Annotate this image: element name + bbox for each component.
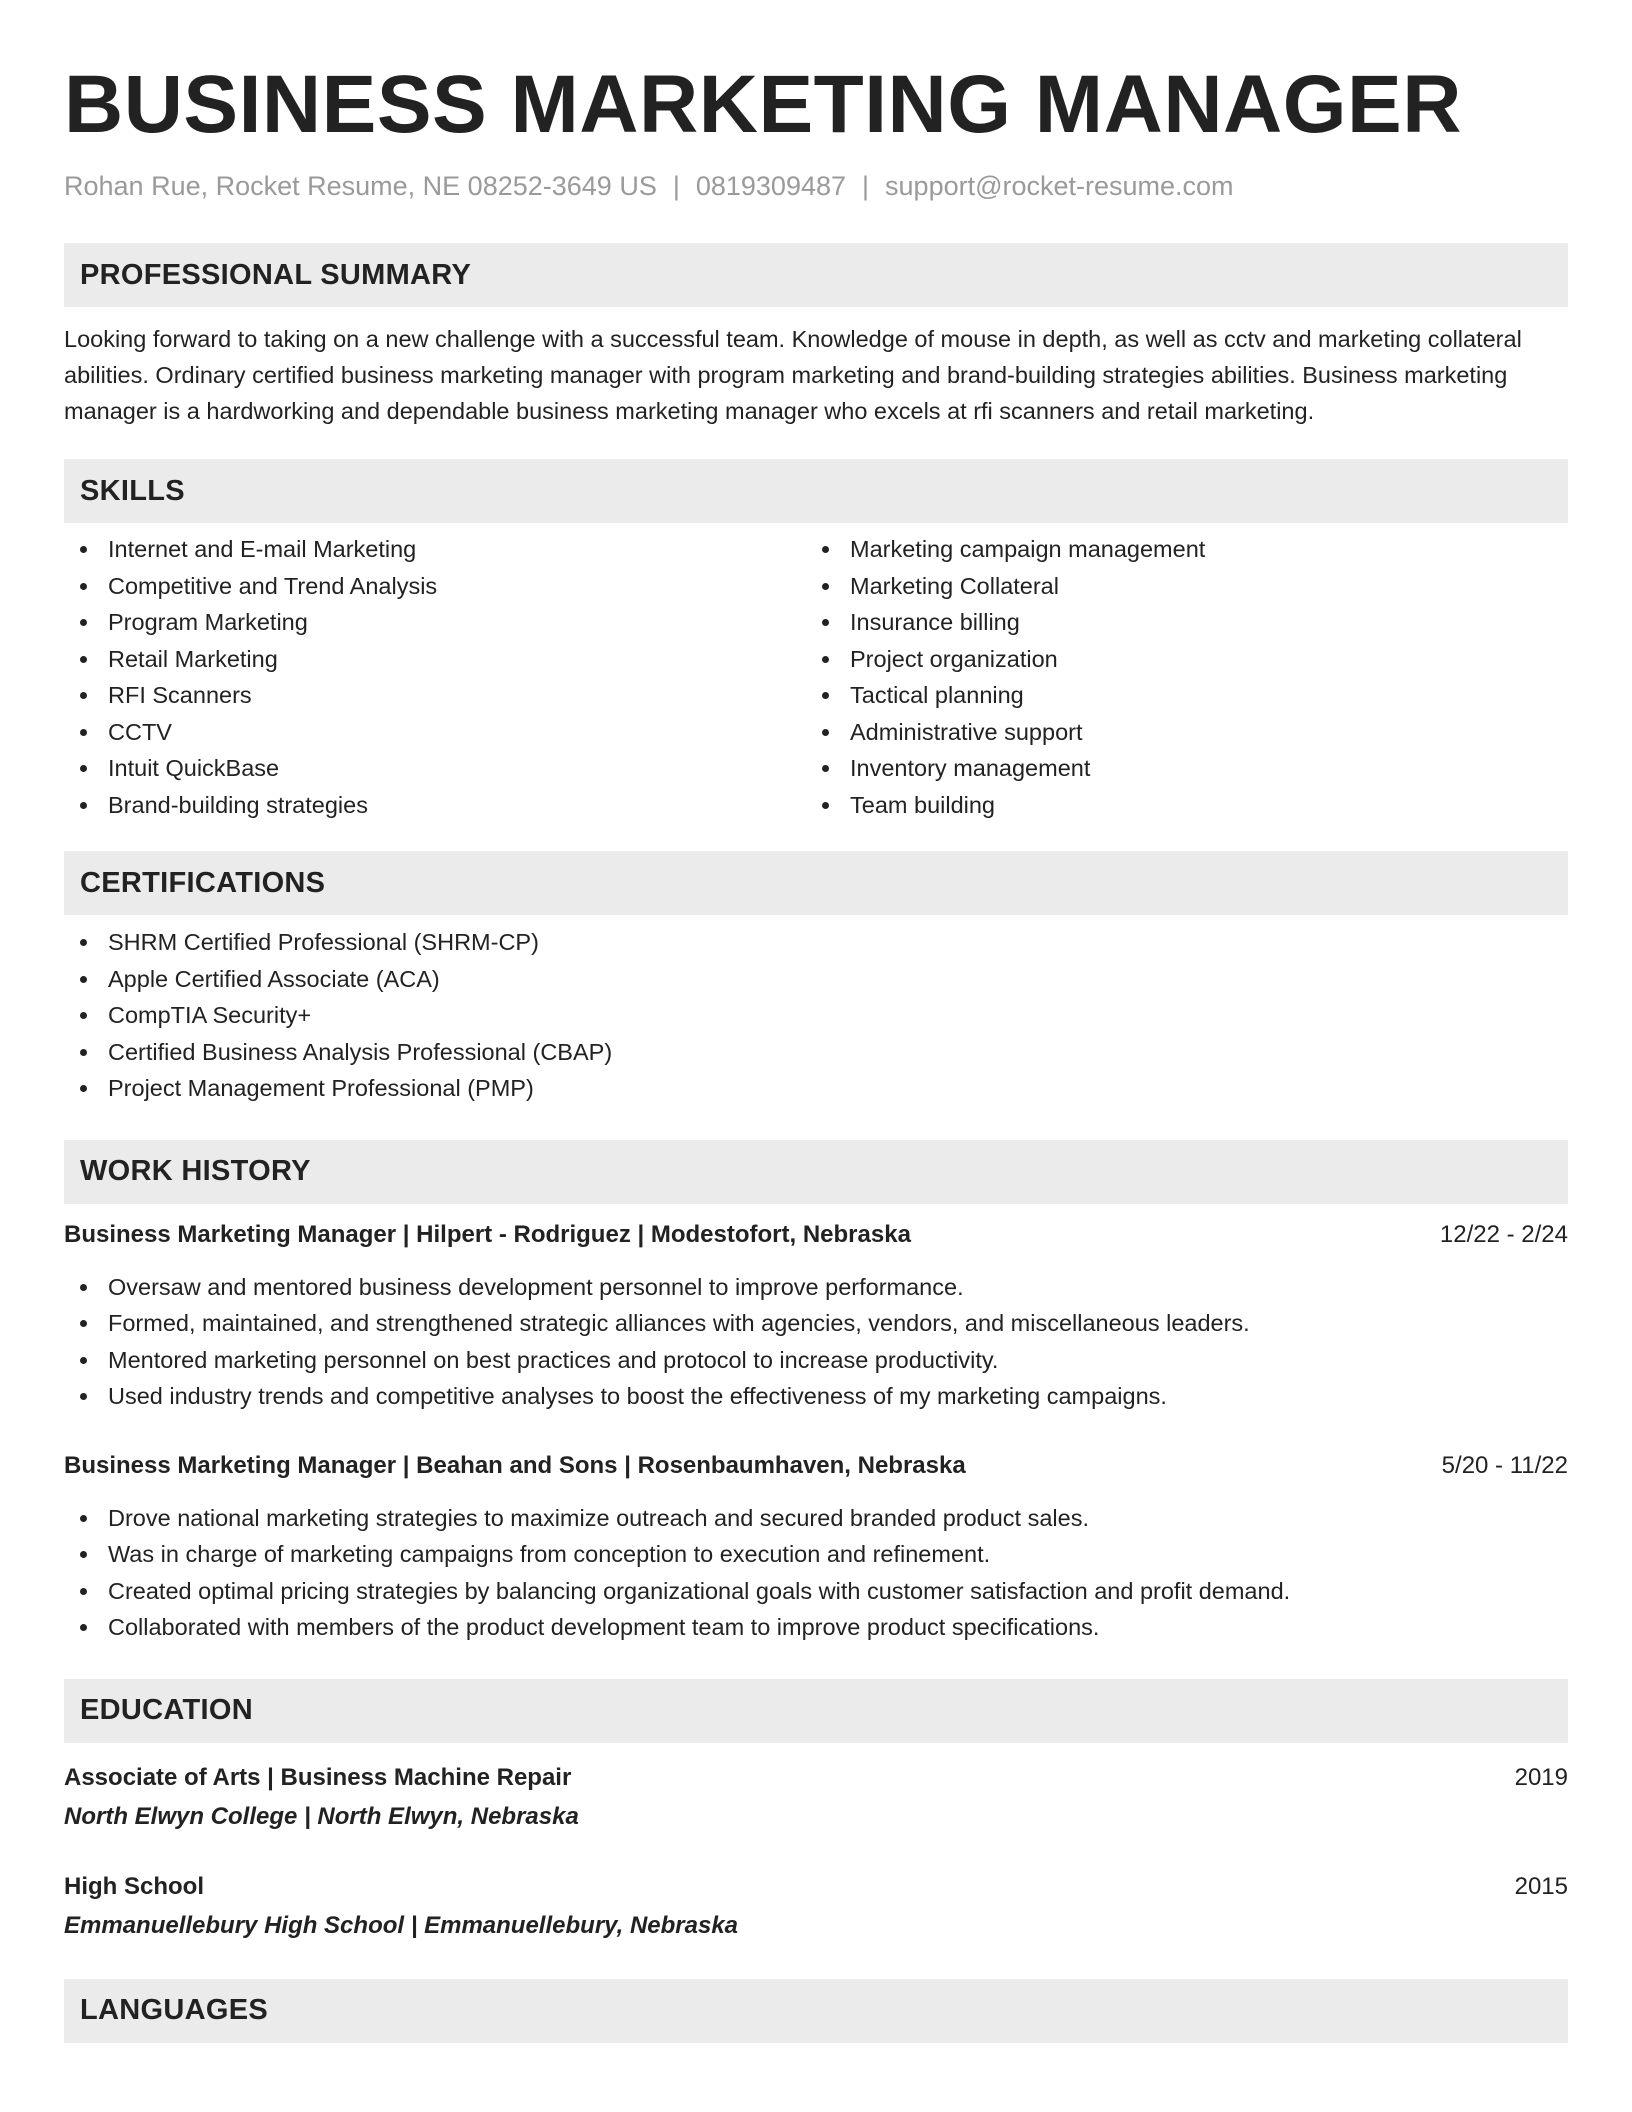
education-entry <box>64 1760 1568 1835</box>
job-bullets <box>64 1269 1568 1415</box>
school-name: Emmanuellebury High School | Emmanuellebury, Nebraska <box>64 1911 739 1939</box>
skill-item: Competitive and Trend Analysis <box>64 568 806 605</box>
job-bullet: Oversaw and mentored business development personnel to improve performance. <box>64 1269 1568 1306</box>
job-dates: 12/22 - 2/24 <box>1439 1220 1568 1248</box>
certifications-list <box>64 924 1568 1107</box>
job-bullet: Collaborated with members of the product development team to improve product specifications. <box>64 1609 1568 1646</box>
job-bullet: Formed, maintained, and strengthened strategic alliances with agencies, vendors, and miscellaneous leaders. <box>64 1305 1568 1342</box>
education-entry-header <box>64 1760 1568 1796</box>
skill-item: CCTV <box>64 714 806 751</box>
certification-item: Certified Business Analysis Professional (CBAP) <box>64 1034 1568 1071</box>
skill-item: Administrative support <box>806 714 1548 751</box>
job-bullet: Drove national marketing strategies to maximize outreach and secured branded product sales. <box>64 1500 1568 1537</box>
job-bullet: Created optimal pricing strategies by balancing organizational goals with customer satisfaction and profit demand. <box>64 1573 1568 1610</box>
section-header-summary: PROFESSIONAL SUMMARY <box>64 243 1568 307</box>
contact-address: Rohan Rue, Rocket Resume, NE 08252-3649 US <box>64 171 657 201</box>
certification-item: Project Management Professional (PMP) <box>64 1070 1568 1107</box>
section-header-skills: SKILLS <box>64 459 1568 523</box>
skills-column-right <box>806 531 1548 823</box>
section-header-certifications: CERTIFICATIONS <box>64 851 1568 915</box>
section-header-education: EDUCATION <box>64 1679 1568 1743</box>
skills-list <box>64 531 1568 823</box>
skill-item: Project organization <box>806 641 1548 678</box>
degree-title: Associate of Arts | Business Machine Repair <box>64 1763 572 1791</box>
contact-line <box>64 168 1568 204</box>
contact-separator: | <box>862 171 870 201</box>
skills-column-left <box>64 531 806 823</box>
section-header-work-history: WORK HISTORY <box>64 1140 1568 1204</box>
contact-phone: 0819309487 <box>695 171 847 201</box>
certification-item: Apple Certified Associate (ACA) <box>64 961 1568 998</box>
skill-item: Internet and E-mail Marketing <box>64 531 806 568</box>
contact-email: support@rocket-resume.com <box>885 171 1234 201</box>
skill-item: RFI Scanners <box>64 677 806 714</box>
skill-item: Team building <box>806 787 1548 824</box>
job-bullet: Was in charge of marketing campaigns from conception to execution and refinement. <box>64 1536 1568 1573</box>
job-dates: 5/20 - 11/22 <box>1441 1451 1568 1479</box>
work-entry-header <box>64 1217 1568 1253</box>
work-entry <box>64 1217 1568 1415</box>
skill-item: Program Marketing <box>64 604 806 641</box>
education-entry-header <box>64 1869 1568 1905</box>
section-header-languages: LANGUAGES <box>64 1979 1568 2043</box>
job-title: Business Marketing Manager | Hilpert - Rodriguez | Modestofort, Nebraska <box>64 1220 911 1248</box>
education-year: 2015 <box>1514 1872 1568 1900</box>
skill-item: Inventory management <box>806 750 1548 787</box>
skill-item: Retail Marketing <box>64 641 806 678</box>
resume-page <box>64 0 1568 2043</box>
school-name: North Elwyn College | North Elwyn, Nebraska <box>64 1802 579 1830</box>
certification-item: CompTIA Security+ <box>64 997 1568 1034</box>
job-bullet: Mentored marketing personnel on best practices and protocol to increase productivity. <box>64 1342 1568 1379</box>
contact-separator: | <box>672 171 680 201</box>
work-entry <box>64 1448 1568 1646</box>
skill-item: Marketing Collateral <box>806 568 1548 605</box>
education-entry <box>64 1869 1568 1944</box>
skill-item: Tactical planning <box>806 677 1548 714</box>
education-year: 2019 <box>1514 1763 1568 1791</box>
skill-item: Intuit QuickBase <box>64 750 806 787</box>
resume-title: BUSINESS MARKETING MANAGER <box>64 59 1462 150</box>
job-bullets <box>64 1500 1568 1646</box>
summary-text: Looking forward to taking on a new challenge with a successful team. Knowledge of mouse in depth, as well as cctv and marketing collateral abilities. Ordinary certified business marketing manager with program marketing and brand-building strategies abilities. Business marketing manager is a hardworking and dependable business marketing manager who excels at rfi scanners and retail marketing. <box>64 326 1522 424</box>
work-entry-header <box>64 1448 1568 1484</box>
degree-title: High School <box>64 1872 204 1900</box>
certification-item: SHRM Certified Professional (SHRM-CP) <box>64 924 1568 961</box>
skill-item: Insurance billing <box>806 604 1548 641</box>
skill-item: Brand-building strategies <box>64 787 806 824</box>
job-bullet: Used industry trends and competitive analyses to boost the effectiveness of my marketing campaigns. <box>64 1378 1568 1415</box>
job-title: Business Marketing Manager | Beahan and Sons | Rosenbaumhaven, Nebraska <box>64 1451 966 1479</box>
skill-item: Marketing campaign management <box>806 531 1548 568</box>
